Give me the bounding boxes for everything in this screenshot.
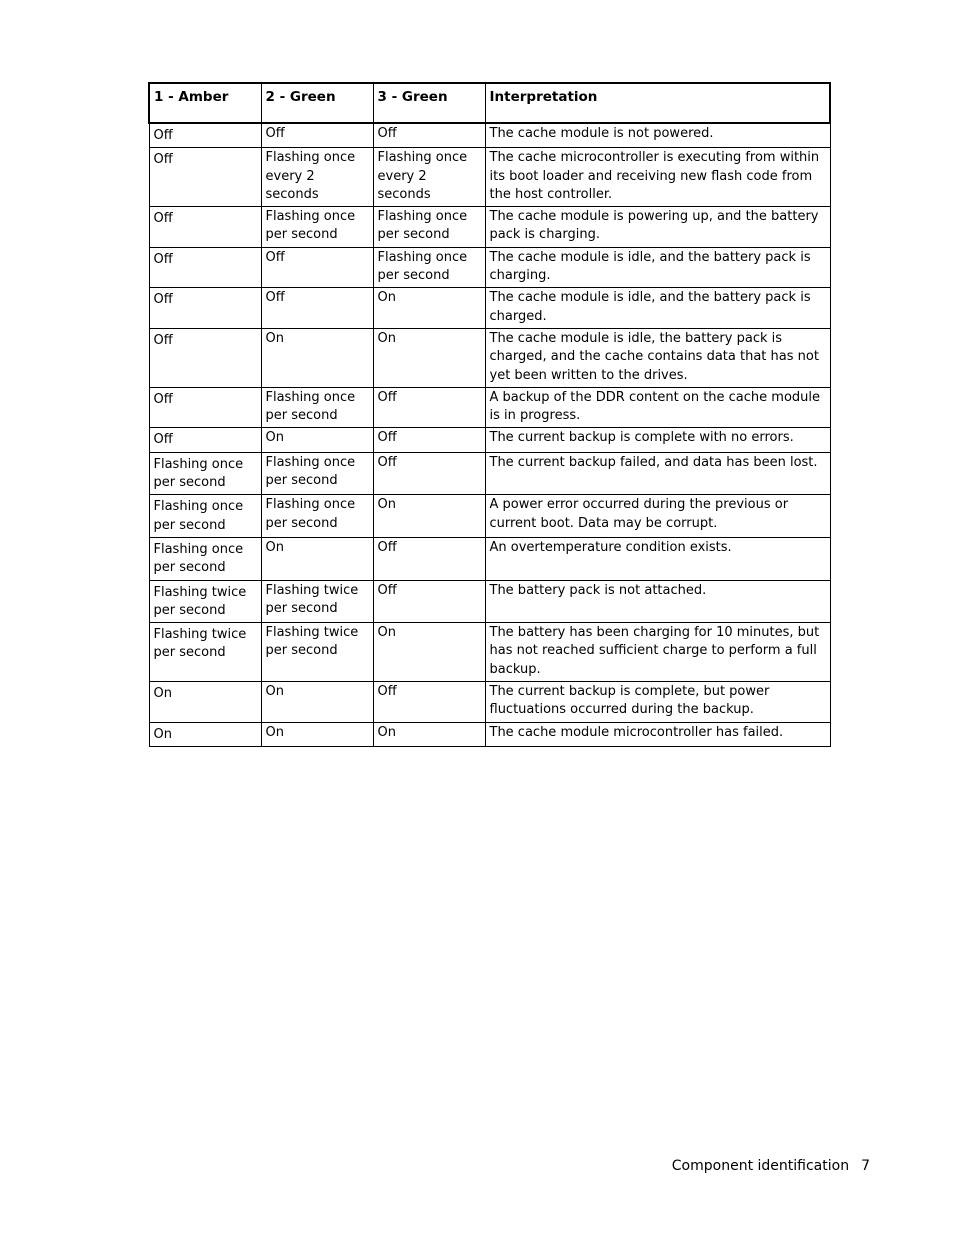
interpretation-cell: The current backup is complete, but power fluctuations occurred during the backup. [485, 682, 830, 723]
amber-led-cell: Off [149, 247, 261, 288]
green-led-2-cell: Flashing once per second [261, 387, 373, 428]
table-row [149, 623, 830, 682]
table-row [149, 495, 830, 538]
green-led-2-cell: Flashing once per second [261, 495, 373, 538]
table-row [149, 682, 830, 723]
green-led-2-cell: Flashing once per second [261, 452, 373, 495]
amber-led-cell: Flashing twice per second [149, 623, 261, 682]
table-row [149, 722, 830, 746]
green-led-3-cell: Off [373, 580, 485, 623]
amber-led-cell: Off [149, 207, 261, 248]
page-number: 7 [861, 1158, 870, 1174]
interpretation-cell: The battery pack is not attached. [485, 580, 830, 623]
amber-led-cell: Off [149, 428, 261, 452]
amber-led-cell: On [149, 682, 261, 723]
header-green-led-3: 3 - Green [373, 83, 485, 123]
amber-led-cell: Off [149, 148, 261, 207]
table-row [149, 207, 830, 248]
table-row [149, 247, 830, 288]
amber-led-cell: Off [149, 123, 261, 148]
interpretation-cell: The current backup failed, and data has been lost. [485, 452, 830, 495]
table-row [149, 288, 830, 329]
green-led-3-cell: Off [373, 387, 485, 428]
table-row [149, 148, 830, 207]
table-row [149, 452, 830, 495]
interpretation-cell: The battery has been charging for 10 minutes, but has not reached sufficient charge to perform a full backup. [485, 623, 830, 682]
table-row [149, 328, 830, 387]
green-led-3-cell: On [373, 288, 485, 329]
interpretation-cell: The cache module is idle, and the battery pack is charged. [485, 288, 830, 329]
amber-led-cell: Off [149, 328, 261, 387]
page-footer [660, 1158, 870, 1174]
green-led-2-cell: On [261, 328, 373, 387]
interpretation-cell: The cache module is idle, the battery pack is charged, and the cache contains data that has not yet been written to the drives. [485, 328, 830, 387]
green-led-3-cell: On [373, 722, 485, 746]
interpretation-cell: The cache module is idle, and the battery pack is charging. [485, 247, 830, 288]
amber-led-cell: Off [149, 288, 261, 329]
green-led-3-cell: Flashing once per second [373, 207, 485, 248]
amber-led-cell: Flashing once per second [149, 537, 261, 580]
interpretation-cell: The cache module is not powered. [485, 123, 830, 148]
table-row [149, 123, 830, 148]
amber-led-cell: Flashing once per second [149, 495, 261, 538]
green-led-3-cell: Flashing once per second [373, 247, 485, 288]
interpretation-cell: A power error occurred during the previous or current boot. Data may be corrupt. [485, 495, 830, 538]
green-led-2-cell: On [261, 537, 373, 580]
interpretation-cell: The cache module microcontroller has failed. [485, 722, 830, 746]
green-led-2-cell: On [261, 722, 373, 746]
green-led-3-cell: Flashing once every 2 seconds [373, 148, 485, 207]
green-led-2-cell: Flashing twice per second [261, 623, 373, 682]
green-led-2-cell: On [261, 682, 373, 723]
table-row [149, 580, 830, 623]
amber-led-cell: On [149, 722, 261, 746]
amber-led-cell: Flashing once per second [149, 452, 261, 495]
green-led-2-cell: Off [261, 123, 373, 148]
green-led-3-cell: Off [373, 428, 485, 452]
footer-section-title: Component identification [671, 1158, 850, 1174]
interpretation-cell: The cache microcontroller is executing from within its boot loader and receiving new flash code from the host controller. [485, 148, 830, 207]
table-body [149, 123, 830, 746]
green-led-2-cell: Flashing once per second [261, 207, 373, 248]
header-interpretation: Interpretation [485, 83, 830, 123]
green-led-2-cell: On [261, 428, 373, 452]
green-led-3-cell: On [373, 328, 485, 387]
green-led-3-cell: Off [373, 123, 485, 148]
table-row [149, 428, 830, 452]
green-led-3-cell: Off [373, 682, 485, 723]
interpretation-cell: The current backup is complete with no errors. [485, 428, 830, 452]
table-row [149, 537, 830, 580]
green-led-2-cell: Flashing once every 2 seconds [261, 148, 373, 207]
header-amber-led: 1 - Amber [149, 83, 261, 123]
led-status-table [148, 82, 831, 747]
green-led-3-cell: Off [373, 537, 485, 580]
amber-led-cell: Off [149, 387, 261, 428]
green-led-3-cell: On [373, 623, 485, 682]
green-led-3-cell: On [373, 495, 485, 538]
green-led-2-cell: Flashing twice per second [261, 580, 373, 623]
green-led-2-cell: Off [261, 247, 373, 288]
interpretation-cell: An overtemperature condition exists. [485, 537, 830, 580]
interpretation-cell: A backup of the DDR content on the cache module is in progress. [485, 387, 830, 428]
table-row [149, 387, 830, 428]
green-led-2-cell: Off [261, 288, 373, 329]
header-green-led-2: 2 - Green [261, 83, 373, 123]
amber-led-cell: Flashing twice per second [149, 580, 261, 623]
table-header-row [149, 83, 830, 123]
green-led-3-cell: Off [373, 452, 485, 495]
interpretation-cell: The cache module is powering up, and the battery pack is charging. [485, 207, 830, 248]
